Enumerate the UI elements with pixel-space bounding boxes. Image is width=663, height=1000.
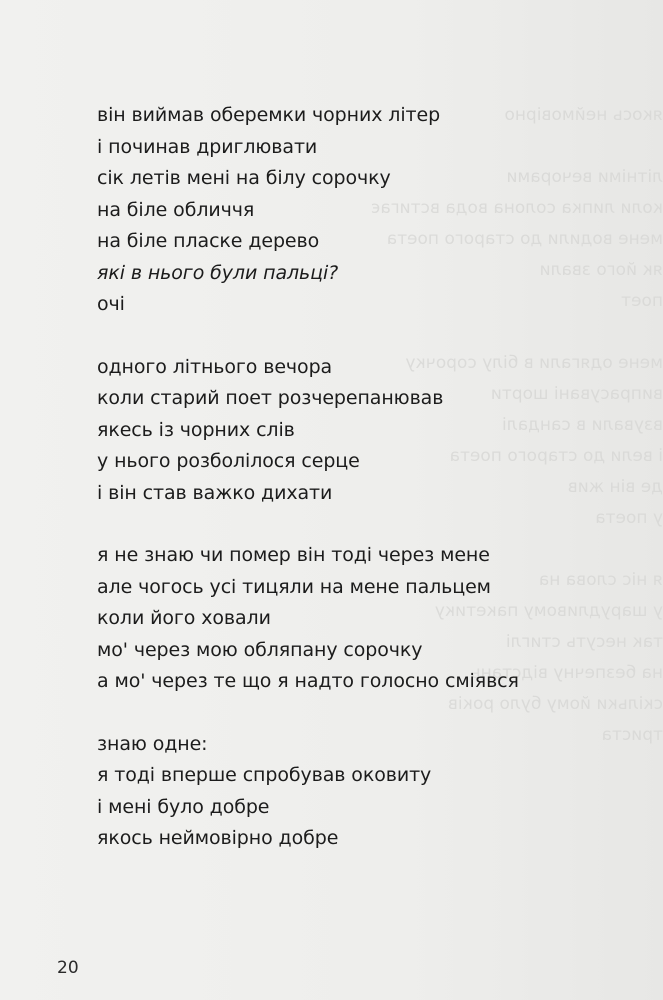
- poem-line: на біле пласке дерево: [97, 230, 320, 252]
- poem-line: сік летів мені на білу сорочку: [97, 167, 391, 189]
- poem-line: коли його ховали: [97, 607, 271, 629]
- poem-line: я тоді вперше спробував оковиту: [97, 764, 432, 786]
- stanza: [97, 100, 517, 321]
- poem-line: у нього розболілося серце: [97, 450, 360, 472]
- poem-line: якось неймовірно добре: [97, 827, 339, 849]
- show-through-text: якось неймовірно літніми вечорами коли липка солона вода встигає мене водили до старого поета як його звали поет мене одягали в білу сорочку випрасувані шорти взували в сандалі і вели до старого поета де він жив у поета я ніс слова на у шарудливому пакетику так несуть стиглі на безпечну відстань скільки йому було років триста: [370, 105, 663, 745]
- poem-line: які в нього були пальці?: [97, 261, 339, 284]
- poem-line: коли старий поет розчерепанював: [97, 387, 444, 409]
- poem-line: і він став важко дихати: [97, 481, 333, 504]
- poem-line: очі: [97, 293, 125, 315]
- stanza: [97, 540, 517, 698]
- poem-line: якесь із чорних слів: [97, 418, 295, 441]
- poem-line: він виймав оберемки чорних літер: [97, 104, 441, 126]
- poem-line: і мені було добре: [97, 795, 270, 818]
- stanza: [97, 729, 517, 855]
- poem-line: мо' через мою обляпану сорочку: [97, 638, 423, 661]
- poem-line: на біле обличчя: [97, 198, 255, 221]
- poem: [97, 100, 517, 855]
- poem-line: а мо' через те що я надто голосно сміявся: [97, 670, 519, 692]
- stanza: [97, 352, 517, 510]
- poem-line: знаю одне:: [97, 732, 208, 755]
- poem-line: але чогось усі тицяли на мене пальцем: [97, 575, 491, 598]
- page-number: 20: [57, 958, 79, 978]
- poem-line: і починав дриглювати: [97, 135, 318, 158]
- poem-line: я не знаю чи помер він тоді через мене: [97, 544, 490, 566]
- poem-line: одного літнього вечора: [97, 355, 333, 378]
